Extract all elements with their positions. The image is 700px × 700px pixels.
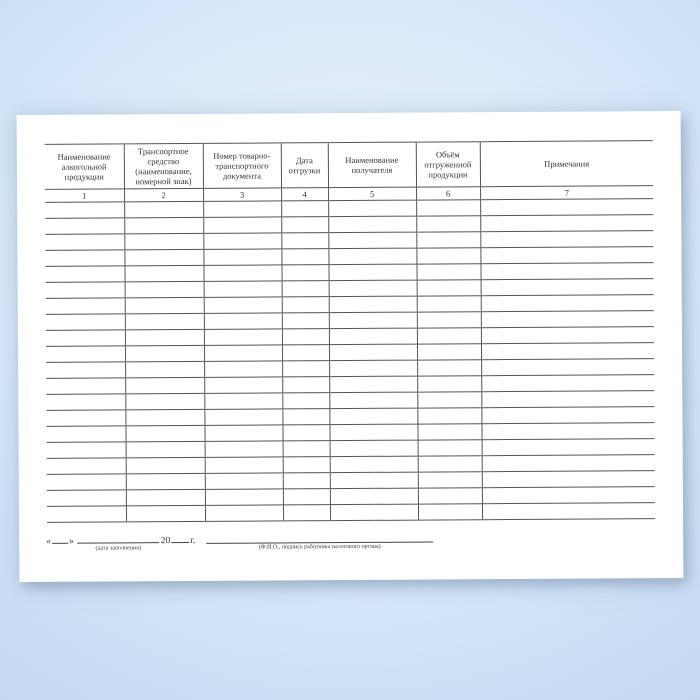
table-cell [329, 424, 417, 441]
table-cell [329, 376, 417, 393]
column-header-doc-number: Номер товарно-транспортного документа [203, 143, 281, 188]
table-cell [282, 361, 329, 377]
table-cell [281, 217, 328, 233]
table-cell [480, 215, 653, 232]
table-cell [282, 425, 329, 441]
table-cell [418, 440, 482, 456]
table-cell [125, 265, 204, 281]
table-cell [417, 280, 481, 296]
table-cell [282, 345, 329, 361]
table-cell [482, 503, 655, 520]
table-cell [204, 393, 282, 409]
table-cell [45, 218, 124, 234]
table-cell [328, 216, 416, 233]
table-cell [45, 250, 124, 266]
year-prefix: 20 [160, 536, 171, 547]
table-cell [125, 313, 204, 329]
table-cell [46, 282, 125, 298]
table-cell [204, 281, 282, 297]
table-cell [125, 329, 204, 345]
table-cell [482, 471, 655, 488]
table-cell [481, 423, 654, 440]
table-cell [126, 489, 205, 505]
table-cell [203, 233, 281, 249]
table-cell [125, 377, 204, 393]
table-cell [417, 392, 481, 408]
table-cell [205, 473, 283, 489]
table-cell [417, 312, 481, 328]
table-cell [482, 439, 655, 456]
table-cell [126, 441, 205, 457]
table-cell [125, 281, 204, 297]
table-cell [416, 248, 480, 264]
table-cell [281, 201, 328, 217]
table-cell [481, 359, 654, 376]
table-cell [282, 281, 329, 297]
table-cell [46, 346, 125, 362]
column-number: 7 [480, 186, 653, 200]
table-cell [124, 217, 203, 233]
table-cell [46, 266, 125, 282]
column-number: 1 [45, 189, 124, 202]
close-quote: » [68, 536, 74, 547]
table-cell [418, 472, 482, 488]
table-cell [418, 504, 482, 520]
table-cell [125, 409, 204, 425]
table-cell [203, 201, 281, 217]
table-cell [330, 504, 418, 521]
table-cell [126, 505, 205, 521]
day-blank [52, 533, 68, 544]
table-cell [329, 408, 417, 425]
table-cell [418, 456, 482, 472]
table-cell [47, 458, 126, 474]
table-cell [481, 311, 654, 328]
table-cell [126, 473, 205, 489]
table-cell [204, 425, 282, 441]
table-cell [47, 442, 126, 458]
table-cell [283, 489, 330, 505]
table-cell [481, 279, 654, 296]
table-cell [46, 330, 125, 346]
document-sheet [17, 111, 684, 582]
table-cell [416, 216, 480, 232]
table-cell [330, 472, 418, 489]
table-cell [482, 455, 655, 472]
table-cell [480, 263, 653, 280]
table-cell [203, 249, 281, 265]
table-cell [328, 232, 416, 249]
table-cell [203, 217, 281, 233]
table-cell [282, 377, 329, 393]
table-cell [45, 202, 124, 218]
table-body [45, 199, 655, 523]
table-cell [481, 375, 654, 392]
column-header-transport: Транспортное средство (наименование, номерной знак) [124, 143, 203, 188]
table-cell [282, 313, 329, 329]
column-header-notes: Примечания [480, 141, 653, 187]
table-cell [126, 457, 205, 473]
signature-blank [206, 531, 433, 543]
table-cell [330, 440, 418, 457]
table-cell [204, 361, 282, 377]
table-cell [205, 441, 283, 457]
column-header-recipient: Наименование получателя [328, 142, 416, 188]
table-cell [46, 362, 125, 378]
column-number: 6 [416, 187, 480, 200]
table-cell [416, 264, 480, 280]
signature-caption: (Ф.И.О., подпись работника налогового органа) [258, 543, 381, 551]
table-cell [417, 424, 481, 440]
table-cell [481, 327, 654, 344]
table-cell [417, 360, 481, 376]
table-cell [281, 249, 328, 265]
table-cell [282, 329, 329, 345]
table-cell [283, 505, 330, 521]
table-cell [46, 410, 125, 426]
table-cell [282, 409, 329, 425]
table-cell [204, 313, 282, 329]
shipment-log-table [45, 140, 655, 523]
table-cell [125, 345, 204, 361]
table-cell [329, 296, 417, 313]
table-cell [416, 200, 480, 216]
table-cell [204, 409, 282, 425]
column-number: 5 [328, 187, 416, 201]
footer [46, 529, 683, 557]
table-cell [125, 297, 204, 313]
column-number: 4 [281, 188, 328, 201]
table-header-row [45, 141, 653, 190]
table-cell [47, 474, 126, 490]
table-cell [282, 393, 329, 409]
table-cell [482, 487, 655, 504]
table-cell [281, 233, 328, 249]
table-cell [124, 249, 203, 265]
table-cell [204, 377, 282, 393]
table-cell [329, 280, 417, 297]
table-cell [282, 265, 329, 281]
table-cell [283, 457, 330, 473]
table-cell [46, 378, 125, 394]
table-cell [205, 505, 283, 521]
table-cell [329, 312, 417, 329]
table-cell [329, 344, 417, 361]
table-cell [204, 329, 282, 345]
table-cell [328, 264, 416, 281]
table-cell [125, 393, 204, 409]
column-header-ship-date: Дата отгрузки [281, 143, 328, 188]
table-cell [481, 295, 654, 312]
table-cell [417, 408, 481, 424]
table-cell [481, 407, 654, 424]
table-cell [124, 201, 203, 217]
table-cell [329, 360, 417, 377]
table-cell [330, 456, 418, 473]
table-cell [480, 231, 653, 248]
table-cell [481, 343, 654, 360]
table-cell [46, 394, 125, 410]
table-row [47, 503, 655, 523]
table-cell [330, 488, 418, 505]
table-cell [480, 199, 653, 216]
table-cell [417, 344, 481, 360]
table-cell [47, 490, 126, 506]
table-cell [283, 473, 330, 489]
table-cell [205, 457, 283, 473]
table-cell [125, 361, 204, 377]
column-number: 3 [203, 188, 281, 201]
table-cell [204, 297, 282, 313]
table-cell [416, 232, 480, 248]
table-cell [417, 376, 481, 392]
table-cell [45, 234, 124, 250]
date-caption: (дата заполнения) [95, 545, 142, 552]
table-cell [417, 296, 481, 312]
column-number: 2 [124, 188, 203, 201]
column-header-volume: Объём отгруженной продукции [416, 142, 480, 187]
table-cell [480, 247, 653, 264]
table-cell [204, 265, 282, 281]
table-cell [418, 488, 482, 504]
month-blank [77, 532, 159, 544]
table-cell [46, 314, 125, 330]
table-cell [46, 298, 125, 314]
table-cell [481, 391, 654, 408]
table-cell [124, 233, 203, 249]
table-cell [328, 200, 416, 217]
table-cell [204, 345, 282, 361]
table-cell [328, 248, 416, 265]
table-cell [282, 297, 329, 313]
open-quote: « [46, 536, 51, 547]
year-blank [171, 532, 189, 543]
table-cell [47, 506, 126, 522]
table-cell [205, 489, 283, 505]
table-cell [329, 328, 417, 345]
table-cell [125, 425, 204, 441]
table-cell [283, 441, 330, 457]
column-header-product: Наименование алкогольной продукции [45, 144, 124, 189]
table-cell [329, 392, 417, 409]
year-suffix: г. [190, 535, 196, 546]
table-cell [46, 426, 125, 442]
table-cell [417, 328, 481, 344]
